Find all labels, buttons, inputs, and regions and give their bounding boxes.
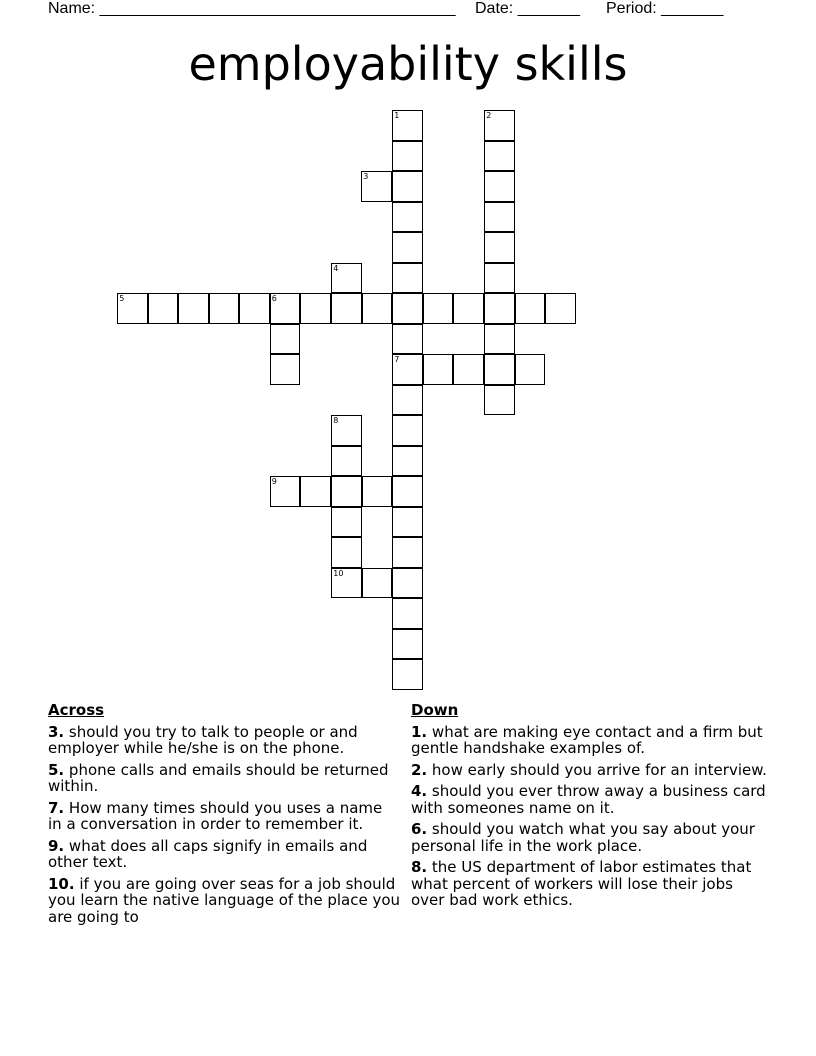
- crossword-cell[interactable]: [178, 293, 209, 324]
- clue-number: 6: [271, 294, 277, 304]
- crossword-cell[interactable]: [392, 507, 423, 538]
- clue-number: 7: [394, 355, 400, 365]
- crossword-cell[interactable]: [484, 110, 515, 141]
- crossword-cell[interactable]: [484, 232, 515, 263]
- crossword-cell[interactable]: [484, 202, 515, 233]
- crossword-cell[interactable]: [270, 354, 301, 385]
- crossword-cell[interactable]: [423, 293, 454, 324]
- clue-number: 9: [271, 477, 277, 487]
- crossword-cell[interactable]: [148, 293, 179, 324]
- crossword-cell[interactable]: [392, 232, 423, 263]
- clue-item: 8. the US department of labor estimates that what percent of workers will lose their jobs over bad work ethics.: [411, 858, 752, 909]
- crossword-cell[interactable]: [392, 446, 423, 477]
- crossword-cell[interactable]: [331, 263, 362, 294]
- clue-item: 9. what does all caps signify in emails and other text.: [48, 836, 368, 871]
- crossword-cell[interactable]: [515, 293, 546, 324]
- clue-number: 1: [394, 111, 400, 121]
- crossword-cell[interactable]: [392, 568, 423, 599]
- clue-item: 5. phone calls and emails should be returned within.: [48, 760, 389, 795]
- crossword-cell[interactable]: [392, 629, 423, 660]
- crossword-cell[interactable]: [484, 293, 515, 324]
- crossword-cell[interactable]: [331, 446, 362, 477]
- crossword-cell[interactable]: [515, 354, 546, 385]
- crossword-cell[interactable]: [392, 659, 423, 690]
- crossword-cell[interactable]: [392, 141, 423, 172]
- clue-number: 10: [333, 568, 344, 578]
- crossword-cell[interactable]: [392, 354, 423, 385]
- clue-item: 4. should you ever throw away a business card with someones name on it.: [411, 782, 766, 817]
- crossword-cell[interactable]: [117, 293, 148, 324]
- across-clues: [48, 702, 400, 930]
- crossword-cell[interactable]: [239, 293, 270, 324]
- crossword-cell[interactable]: [392, 476, 423, 507]
- down-clues: [411, 702, 771, 914]
- crossword-cell[interactable]: [270, 293, 301, 324]
- crossword-cell[interactable]: [392, 385, 423, 416]
- crossword-cell[interactable]: [361, 171, 392, 202]
- crossword-cell[interactable]: [392, 324, 423, 355]
- crossword-cell[interactable]: [423, 354, 454, 385]
- period-field-label: Period: _______: [606, 0, 724, 17]
- down-heading: Down: [411, 701, 459, 719]
- clue-item: 10. if you are going over seas for a job should you learn the native language of the place you are going to: [48, 874, 401, 926]
- crossword-cell[interactable]: [331, 507, 362, 538]
- clue-item: 1. what are making eye contact and a firm but gentle handshake examples of.: [411, 722, 763, 757]
- crossword-cell[interactable]: [453, 354, 484, 385]
- crossword-cell[interactable]: [392, 598, 423, 629]
- clue-number: 8: [333, 416, 339, 426]
- clue-item: 6. should you watch what you say about your personal life in the work place.: [411, 820, 755, 855]
- crossword-cell[interactable]: [270, 324, 301, 355]
- crossword-cell[interactable]: [453, 293, 484, 324]
- crossword-cell[interactable]: [300, 293, 331, 324]
- crossword-cell[interactable]: [392, 293, 423, 324]
- crossword-cell[interactable]: [362, 476, 393, 507]
- clue-item: 3. should you try to talk to people or and employer while he/she is on the phone.: [48, 722, 358, 757]
- date-field-label: Date: _______: [475, 0, 580, 17]
- crossword-cell[interactable]: [484, 324, 515, 355]
- crossword-cell[interactable]: [300, 476, 331, 507]
- page-title: employability skills: [188, 37, 628, 91]
- clue-number: 5: [119, 294, 125, 304]
- crossword-cell[interactable]: [484, 385, 515, 416]
- crossword-cell[interactable]: [362, 293, 393, 324]
- crossword-cell[interactable]: [392, 537, 423, 568]
- crossword-cell[interactable]: [545, 293, 576, 324]
- crossword-cell[interactable]: [484, 263, 515, 294]
- crossword-cell[interactable]: [392, 202, 423, 233]
- clue-item: 7. How many times should you uses a name in a conversation in order to remember it.: [48, 798, 383, 833]
- crossword-cell[interactable]: [331, 293, 362, 324]
- crossword-cell[interactable]: [392, 263, 423, 294]
- crossword-cell[interactable]: [392, 171, 423, 202]
- crossword-cell[interactable]: [484, 171, 515, 202]
- crossword-cell[interactable]: [331, 568, 362, 599]
- crossword-cell[interactable]: [392, 110, 423, 141]
- clue-number: 2: [486, 111, 492, 121]
- across-heading: Across: [48, 701, 105, 719]
- clue-number: 4: [333, 263, 339, 273]
- crossword-cell[interactable]: [392, 415, 423, 446]
- crossword-cell[interactable]: [331, 415, 362, 446]
- crossword-cell[interactable]: [484, 354, 515, 385]
- clue-number: 3: [363, 172, 369, 182]
- name-field-label: Name: ________________________________________: [48, 0, 456, 17]
- clue-item: 2. how early should you arrive for an interview.: [411, 760, 767, 779]
- crossword-cell[interactable]: [484, 141, 515, 172]
- crossword-cell[interactable]: [209, 293, 240, 324]
- crossword-cell[interactable]: [331, 476, 362, 507]
- crossword-cell[interactable]: [362, 568, 393, 599]
- crossword-cell[interactable]: [331, 537, 362, 568]
- crossword-cell[interactable]: [270, 476, 301, 507]
